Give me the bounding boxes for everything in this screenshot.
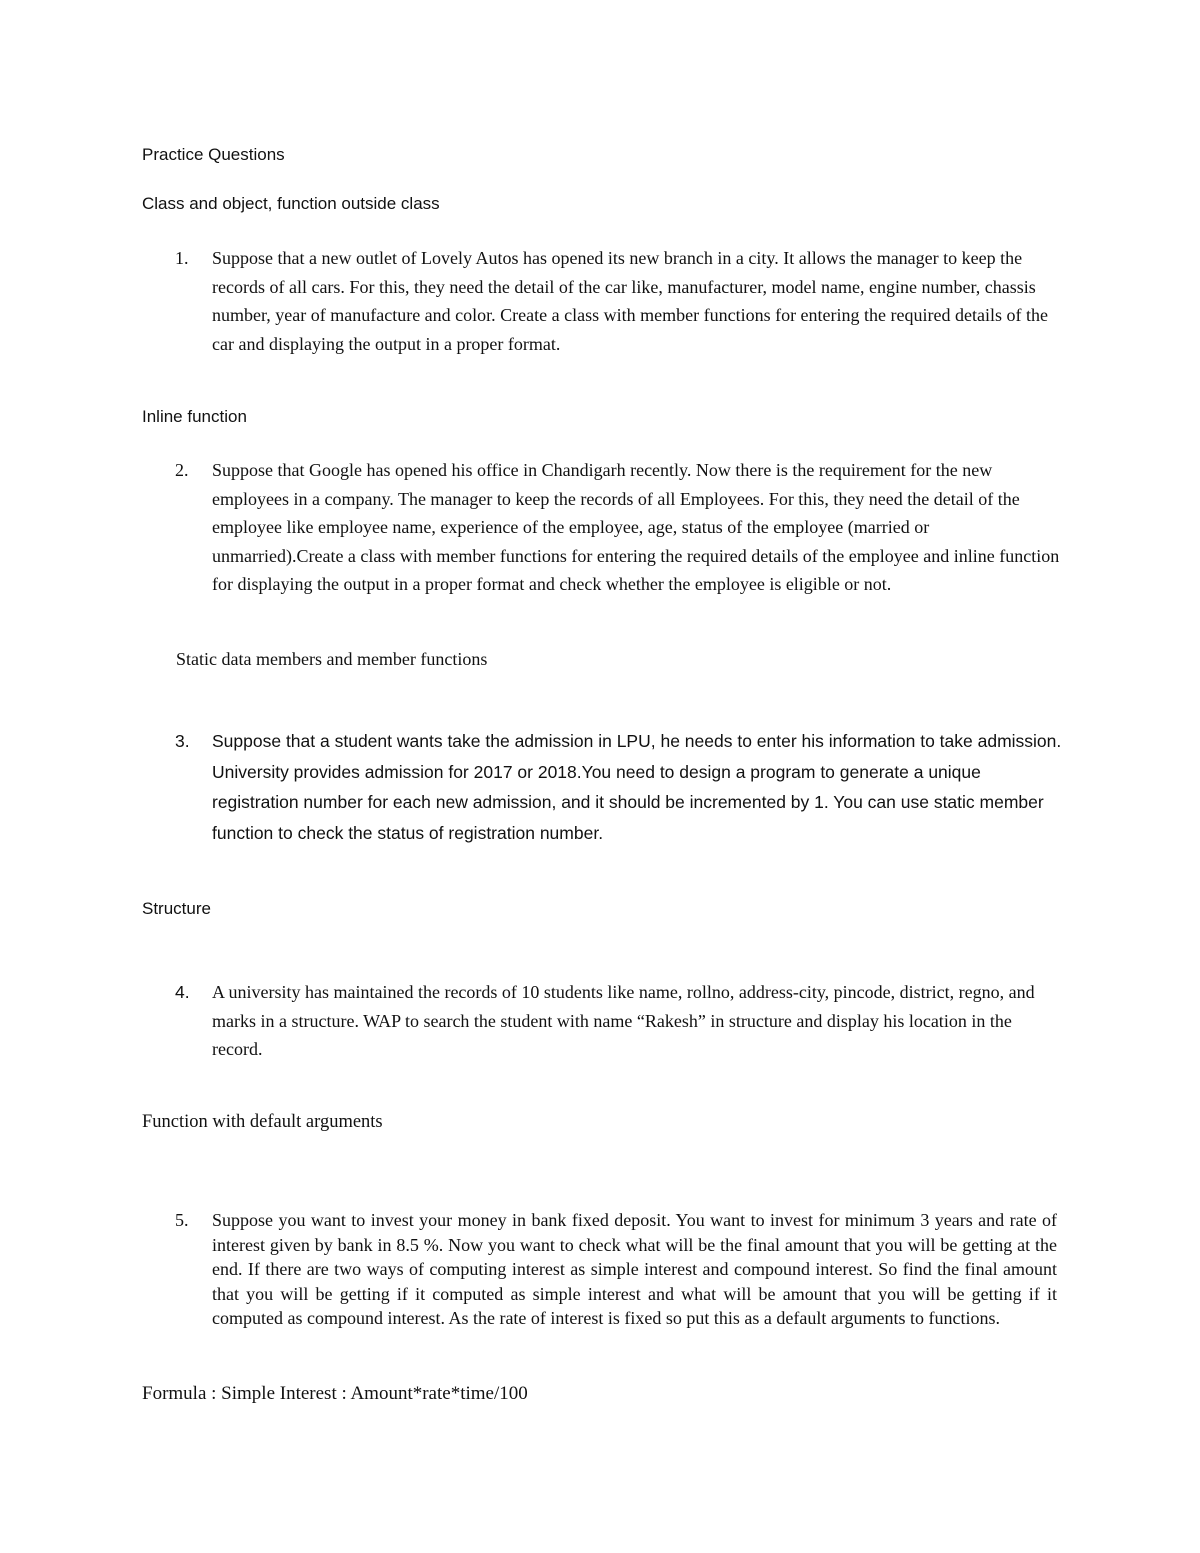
question-text-3: Suppose that a student wants take the admission in LPU, he needs to enter his information to take admission. University provides admission for 2017 or 2018.You need to design a program to generate a unique registration number for each new admission, and it should be incremented by 1. You can use static member function to check the status of registration number. xyxy=(212,731,1062,843)
section-heading-structure: Structure xyxy=(142,899,211,918)
question-number-1: 1. xyxy=(175,248,189,268)
question-text-1: Suppose that a new outlet of Lovely Autos has opened its new branch in a city. It allows the manager to keep the records of all cars. For this, they need the detail of the car like, manufacturer, model name, engine number, chassis number, year of manufacture and color. Create a class with member functions for entering the required details of the car and displaying the output in a proper format. xyxy=(212,248,1048,354)
section-heading-inline-function: Inline function xyxy=(142,407,247,426)
question-text-2: Suppose that Google has opened his office in Chandigarh recently. Now there is the requirement for the new employees in a company. The manager to keep the records of all Employees. For this, they need the detail of the employee like employee name, experience of the employee, age, status of the employee (married or unmarried).Create a class with member functions for entering the required details of the employee and inline function for displaying the output in a proper format and check whether the employee is eligible or not. xyxy=(212,460,1060,595)
question-number-5: 5. xyxy=(175,1210,189,1230)
question-text-5: Suppose you want to invest your money in bank fixed deposit. You want to invest for minimum 3 years and rate of interest given by bank in 8.5 %. Now you want to check what will be the final amount that you will be getting at the end. If there are two ways of computing interest as simple interest and compound interest. So find the final amount that you will be getting if it computed as simple interest and what will be amount that you will be getting if it computed as compound interest. As the rate of interest is fixed so put this as a default arguments to functions. xyxy=(212,1210,1057,1329)
section-heading-static-members: Static data members and member functions xyxy=(176,649,488,669)
section-heading-default-arguments: Function with default arguments xyxy=(142,1112,383,1132)
section-heading-class-object: Class and object, function outside class xyxy=(142,194,440,213)
question-text-4: A university has maintained the records of 10 students like name, rollno, address-city, pincode, district, regno, and marks in a structure. WAP to search the student with name “Rakesh” in structure and display his location in the record. xyxy=(212,982,1035,1060)
question-number-2: 2. xyxy=(175,460,189,480)
question-number-4: 4. xyxy=(175,982,190,1002)
formula-line: Formula : Simple Interest : Amount*rate*time/100 xyxy=(142,1383,528,1404)
page-title: Practice Questions xyxy=(142,145,285,164)
question-number-3: 3. xyxy=(175,731,190,751)
